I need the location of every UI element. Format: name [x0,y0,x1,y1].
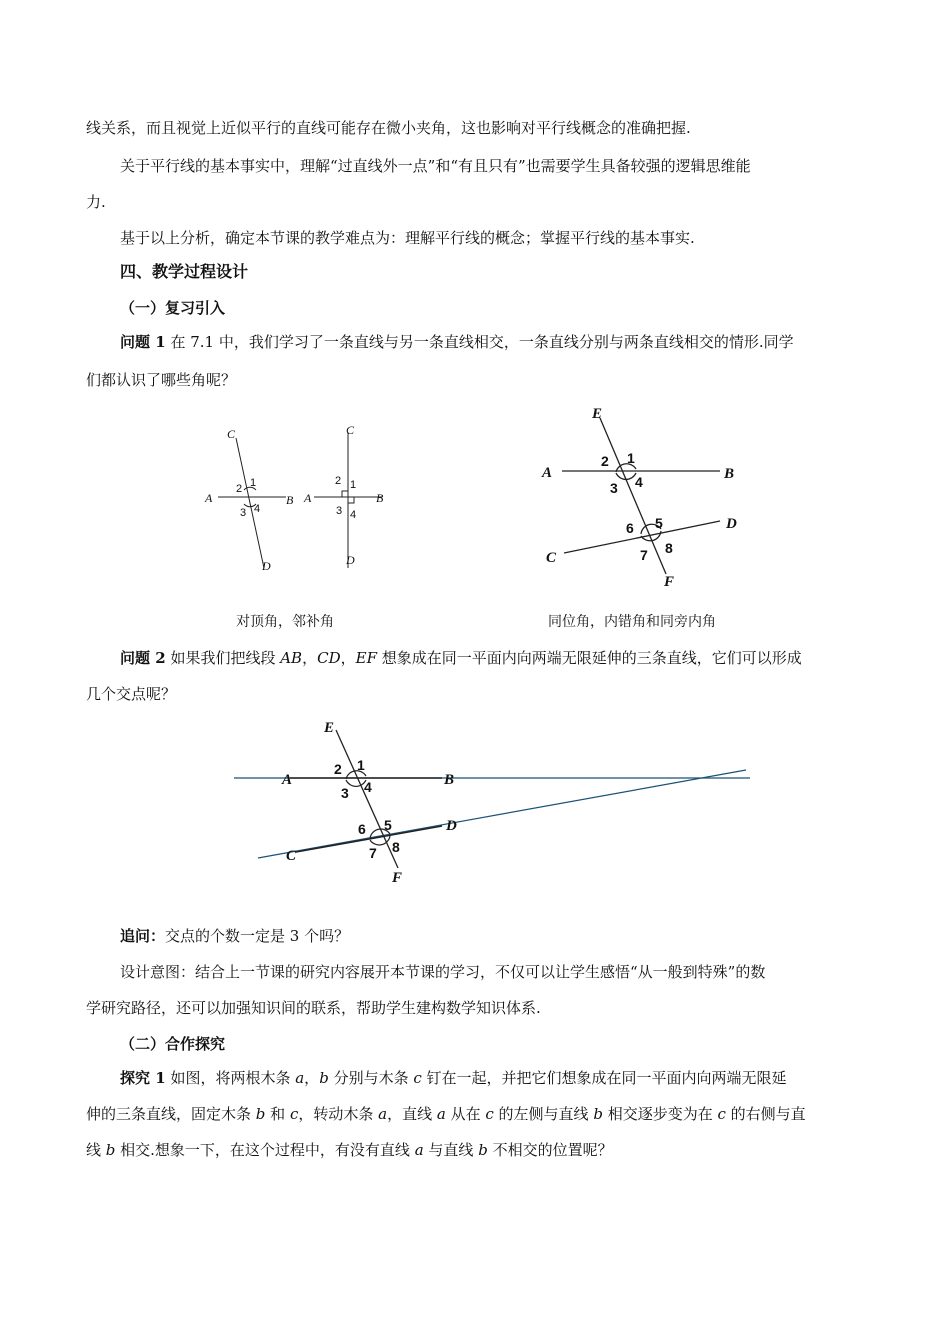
angle-4-ext: 4 [364,779,372,795]
e1a-t2: ， [304,1069,320,1087]
angle-1-label: 1 [627,450,635,466]
paragraph-3: 基于以上分析，确定本节课的教学难点为：理解平行线的概念；掌握平行线的基本事实. [120,229,695,247]
e1b-var-c: c [289,1105,299,1123]
angle-1-label-1: 1 [250,477,257,489]
follow-up-label: 追问： [120,927,166,945]
angle-2-label-2: 2 [335,475,342,487]
label-a-2: A [304,491,312,505]
e1b-t7: 相交逐步变为在 [602,1105,718,1123]
e1c-var-b2: b [478,1141,488,1159]
label-d: D [726,516,737,532]
subsection-heading-explore: （二）合作探究 [120,1035,226,1053]
angle-8-label: 8 [665,540,673,556]
label-b-1: B [286,493,294,507]
label-b-2: B [376,491,384,505]
extended-line-cd [258,770,746,858]
q2-text-post: 想象成在同一平面内向两端无限延伸的三条直线，它们可以形成 [376,649,802,667]
angle-5-label: 5 [655,515,663,531]
angle-5-ext: 5 [384,817,392,833]
e1a-var-c: c [413,1069,422,1087]
subsection-heading-review: （一）复习引入 [120,299,226,317]
angle-4-label-1: 4 [254,503,261,515]
angle-3-label-2: 3 [336,505,343,517]
e1a-t1: 如图，将两根木条 [165,1069,296,1087]
label-b: B [724,466,735,482]
e1a-t3: 分别与木条 [328,1069,414,1087]
follow-up-question [120,926,900,946]
design-intent-line-2: 学研究路径，还可以加强知识间的联系，帮助学生建构数学知识体系. [86,999,541,1017]
e1b-var-b: b [255,1105,266,1123]
angle-7-ext: 7 [369,845,377,861]
caption-left: 对顶角，邻补角 [236,614,334,630]
e1b-t2: 和 [265,1105,290,1123]
label-f: F [664,574,675,590]
e1b-t6: 的左侧与直线 [493,1105,594,1123]
angle-6-label: 6 [626,520,634,536]
e1c-t1: 线 [86,1141,106,1159]
angle-4-label: 4 [635,474,643,490]
angle-8-ext: 8 [392,839,400,855]
exploration-1-line-3 [86,1140,866,1160]
e1b-var-a2: a [436,1105,446,1123]
caption-right: 同位角，内错角和同旁内角 [548,614,716,630]
e1b-t8: 的右侧与直 [725,1105,806,1123]
angle-2-label-1: 2 [236,483,243,495]
label-a-1: A [205,491,213,505]
label-e: E [592,406,603,422]
q2-sep-2: ， [340,649,356,667]
question-2-line-2: 几个交点呢？ [86,685,177,703]
exploration-1-line-2 [86,1104,866,1124]
e1c-t2: 相交.想象一下，在这个过程中，有没有直线 [115,1141,415,1159]
section-heading-4: 四、教学过程设计 [120,262,249,281]
right-angle-mark-1 [342,491,348,497]
e1b-t4: ，直线 [387,1105,437,1123]
e1a-var-b: b [319,1069,329,1087]
e1a-var-a: a [295,1069,305,1087]
question-1-line-1 [120,332,900,352]
label-c: C [546,550,557,566]
exploration-1-line-1 [120,1068,900,1088]
e1b-t3: ，转动木条 [298,1105,379,1123]
figure-vertical-angles [200,420,420,580]
label-d-2: D [346,553,355,567]
figure-transversal [536,400,776,590]
angle-7-label: 7 [640,547,648,563]
angle-1-ext: 1 [357,757,365,773]
exploration-1-label: 探究 1 [120,1069,166,1087]
angle-1-label-2: 1 [350,479,357,491]
label-e-ext: E [324,720,335,736]
question-2-label: 问题 2 [120,649,166,667]
paragraph-2-line-1: 关于平行线的基本事实中，理解“过直线外一点”和“有且只有”也需要学生具备较强的逻辑思维能 [120,157,751,175]
angle-3-label-1: 3 [240,507,247,519]
angle-3-ext: 3 [341,785,349,801]
e1c-var-a: a [414,1141,424,1159]
angle-3-label: 3 [610,480,618,496]
q2-segment-cd: CD [317,649,341,667]
question-2-line-1 [120,648,900,668]
angle-6-ext: 6 [358,821,366,837]
label-a-ext: A [282,772,293,788]
paragraph-2-line-2: 力. [86,193,106,211]
q2-segment-ab: AB [280,649,303,667]
e1c-t4: 不相交的位置呢？ [487,1141,613,1159]
label-d-1: D [262,559,271,573]
right-angle-mark-2 [348,497,354,503]
label-f-ext: F [392,870,403,886]
question-1-line-2: 们都认识了哪些角呢？ [86,371,237,389]
label-c-2: C [346,423,355,437]
question-1-text: 在 7.1 中，我们学习了一条直线与另一条直线相交，一条直线分别与两条直线相交的情形.同学 [165,333,794,351]
label-a: A [542,465,553,481]
figure-extended-lines [226,712,786,892]
angle-2-label: 2 [601,453,609,469]
q2-text-pre: 如果我们把线段 [165,649,281,667]
q2-sep-1: ， [302,649,318,667]
line-ef [600,418,666,574]
label-c-1: C [227,427,236,441]
e1c-t3: 与直线 [423,1141,479,1159]
e1b-var-c2: c [485,1105,494,1123]
e1b-var-a: a [378,1105,388,1123]
angle-4-label-2: 4 [350,509,357,521]
question-1-label: 问题 1 [120,333,166,351]
angle-2-ext: 2 [334,761,342,777]
follow-up-text: 交点的个数一定是 3 个吗？ [165,927,350,945]
label-b-ext: B [444,772,455,788]
label-d-ext: D [446,818,457,834]
arc-e2 [346,780,366,786]
design-intent-line-1: 设计意图：结合上一节课的研究内容展开本节课的学习，不仅可以让学生感悟“从一般到特殊”的数 [120,963,766,981]
e1b-var-b2: b [593,1105,603,1123]
q2-segment-ef: EF [355,649,377,667]
paragraph-1: 线关系，而且视觉上近似平行的直线可能存在微小夹角，这也影响对平行线概念的准确把握. [86,119,691,137]
e1c-var-b: b [105,1141,116,1159]
e1b-var-c3: c [717,1105,726,1123]
label-c-ext: C [286,848,297,864]
e1b-t5: 从在 [445,1105,486,1123]
e1b-t1: 伸的三条直线，固定木条 [86,1105,256,1123]
e1a-t4: 钉在一起，并把它们想象成在同一平面内向两端无限延 [421,1069,787,1087]
